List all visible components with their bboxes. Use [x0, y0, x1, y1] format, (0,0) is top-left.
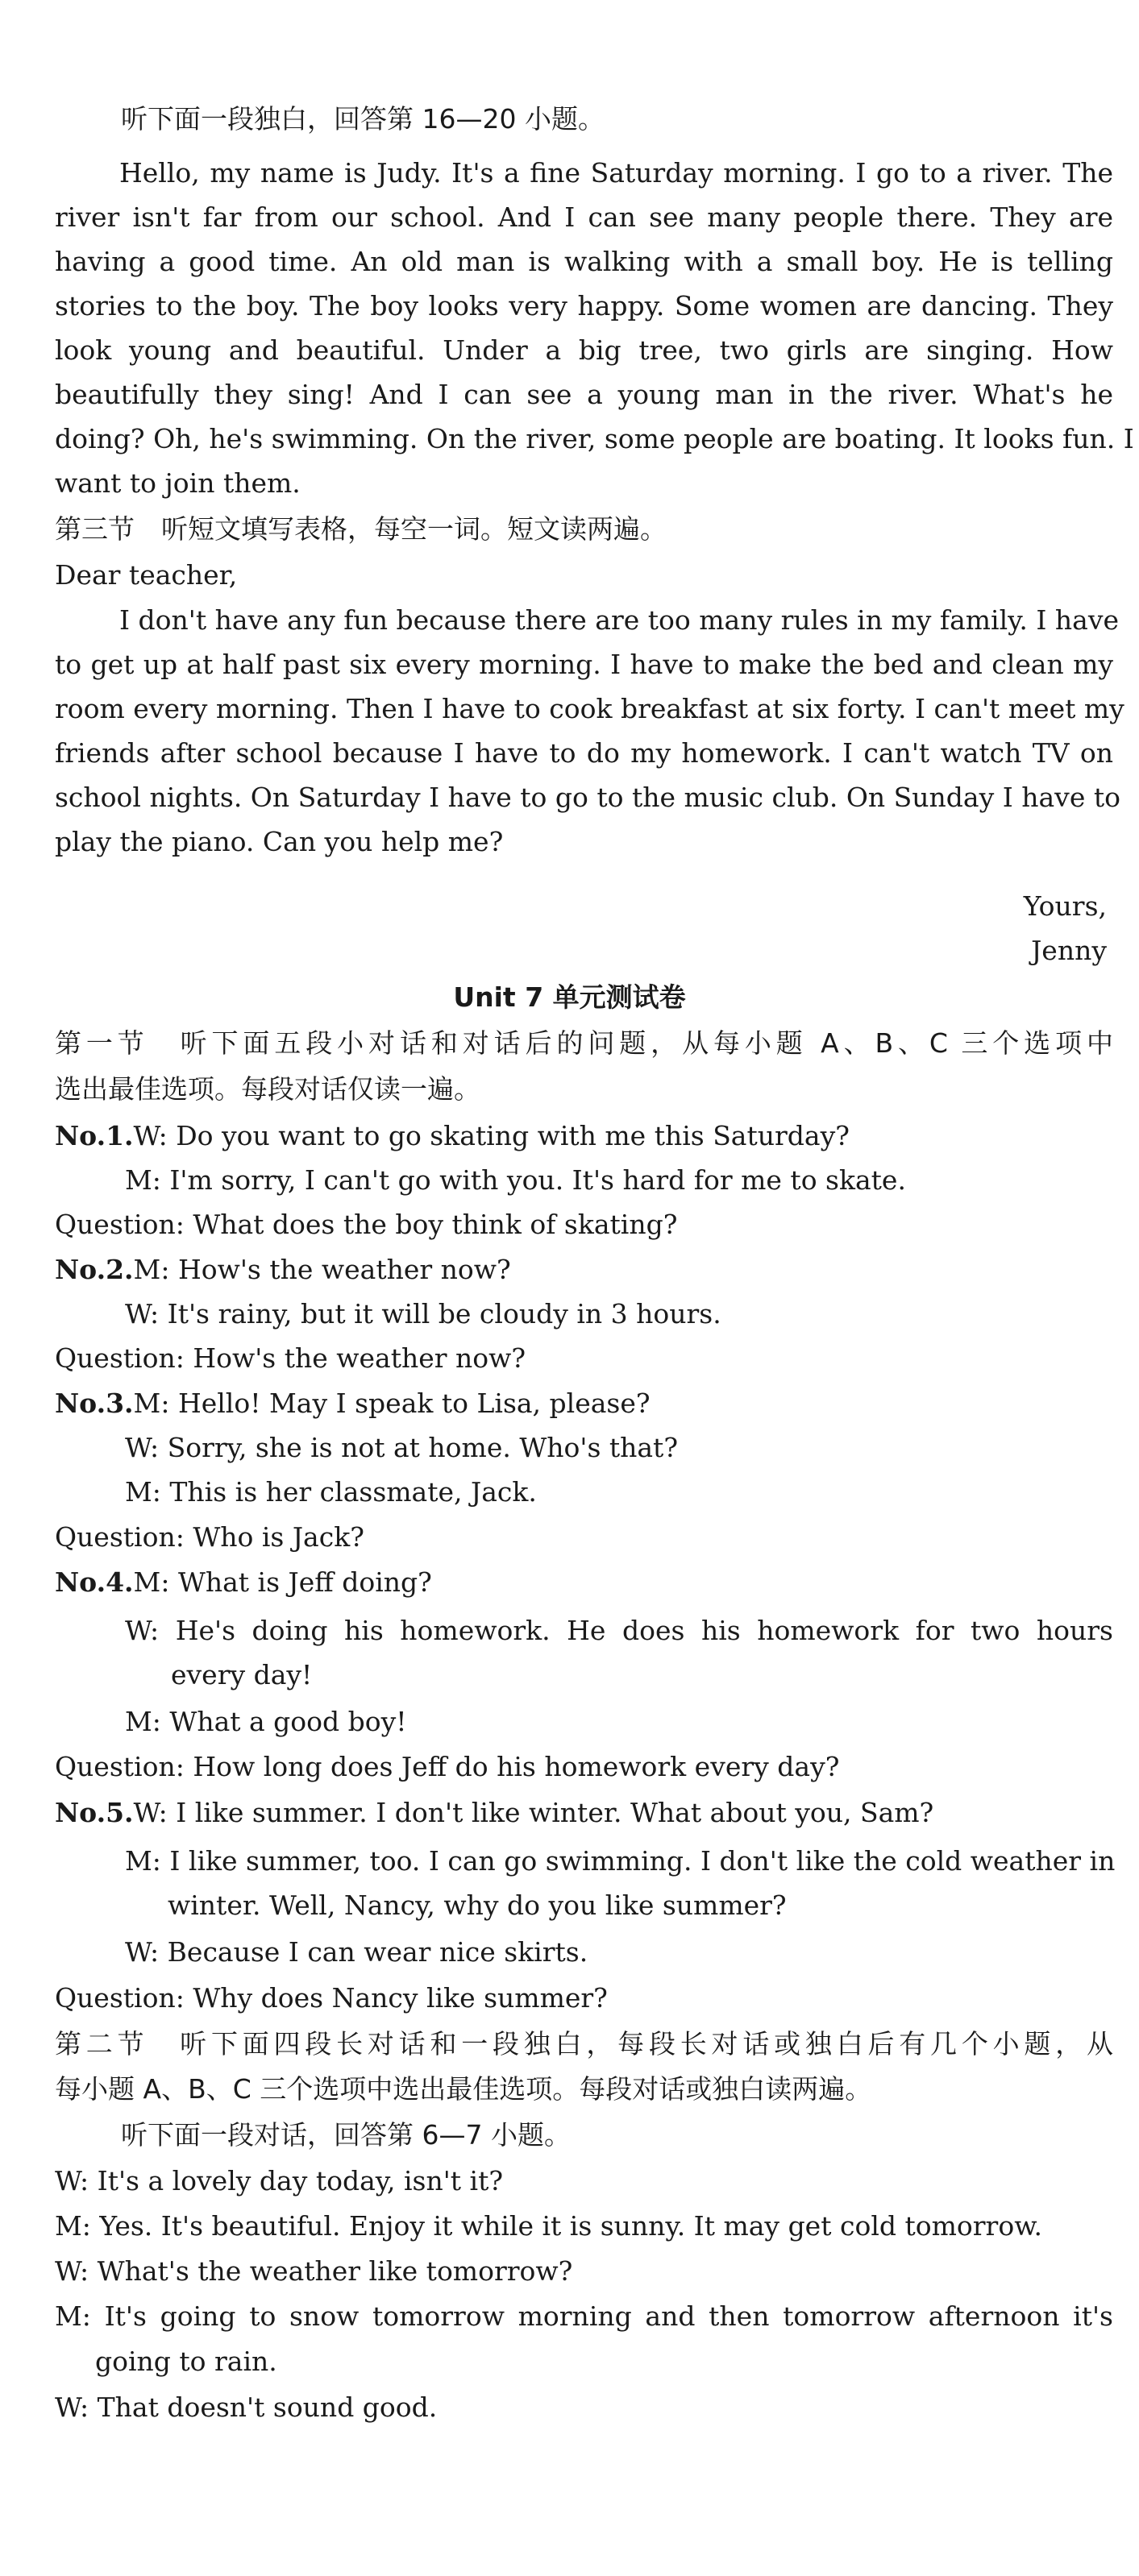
text-line: play the piano. Can you help me?	[55, 826, 504, 857]
section-1-instruction: 选出最佳选项。每段对话仅读一遍。	[55, 1073, 480, 1105]
item-number: No.5.	[55, 1797, 134, 1828]
dialogue-heading: 听下面一段对话，回答第 6—7 小题。	[121, 2119, 571, 2151]
section-2-instruction: 每小题 A、B、C 三个选项中选出最佳选项。每段对话或独白读两遍。	[55, 2073, 872, 2105]
dialogue-line: M: I'm sorry, I can't go with you. It's hard for me to skate.	[125, 1164, 906, 1196]
dialogue-line: W: That doesn't sound good.	[55, 2391, 438, 2423]
monologue-heading: 听下面一段独白，回答第 16—20 小题。	[121, 103, 605, 135]
dialogue-line	[55, 1254, 1139, 1286]
dialogue-line: W: Sorry, she is not at home. Who's that?	[125, 1432, 679, 1463]
dialogue-line: every day!	[171, 1659, 313, 1690]
question-line: Question: Who is Jack?	[55, 1521, 364, 1553]
question-line: Question: How long does Jeff do his homework every day?	[55, 1751, 840, 1782]
letter-signature: Jenny	[1031, 935, 1107, 966]
dialogue-line	[55, 1797, 1139, 1829]
dialogue-line: W: He's doing his homework. He does his homework for two hours	[125, 1615, 1113, 1646]
dialogue-text: M: What is Jeff doing?	[133, 1566, 432, 1598]
text-line: room every morning. Then I have to cook breakfast at six forty. I can't meet my	[55, 693, 1124, 724]
question-line: Question: What does the boy think of skating?	[55, 1209, 678, 1240]
text-line: doing? Oh, he's swimming. On the river, some people are boating. It looks fun. I	[55, 423, 1134, 454]
dialogue-line: M: What a good boy!	[125, 1706, 407, 1737]
section-3-heading: 第三节 听短文填写表格，每空一词。短文读两遍。	[55, 513, 667, 545]
dialogue-line: W: Because I can wear nice skirts.	[125, 1936, 588, 1968]
text-line: Hello, my name is Judy. It's a fine Saturday morning. I go to a river. The	[119, 157, 1113, 189]
item-number: No.2.	[55, 1254, 134, 1285]
dialogue-line: W: It's a lovely day today, isn't it?	[55, 2165, 504, 2196]
dialogue-line	[55, 1566, 1139, 1599]
dialogue-text: W: Do you want to go skating with me this Saturday?	[133, 1120, 850, 1151]
unit-title: Unit 7 单元测试卷	[453, 981, 686, 1013]
letter-closing: Yours,	[1023, 890, 1107, 922]
text-line: river isn't far from our school. And I can see many people there. They are	[55, 201, 1113, 233]
section-2-heading: 第二节 听下面四段长对话和一段独白，每段长对话或独白后有几个小题，从	[55, 2028, 1113, 2060]
text-line: I don't have any fun because there are too many rules in my family. I have	[119, 604, 1120, 636]
dialogue-line: W: It's rainy, but it will be cloudy in 3 hours.	[125, 1298, 721, 1329]
dialogue-line: W: What's the weather like tomorrow?	[55, 2255, 573, 2287]
letter-salutation: Dear teacher,	[55, 559, 238, 591]
dialogue-line	[55, 1120, 1139, 1152]
dialogue-text: M: Hello! May I speak to Lisa, please?	[133, 1388, 651, 1419]
text-line: want to join them.	[55, 467, 301, 499]
text-line: look young and beautiful. Under a big tree, two girls are singing. How	[55, 334, 1113, 366]
text-line: to get up at half past six every morning. I have to make the bed and clean my	[55, 649, 1113, 680]
item-number: No.1.	[55, 1120, 134, 1151]
dialogue-text: W: I like summer. I don't like winter. What about you, Sam?	[133, 1797, 934, 1828]
section-1-heading: 第一节 听下面五段小对话和对话后的问题，从每小题 A、B、C 三个选项中	[55, 1027, 1113, 1059]
text-line: beautifully they sing! And I can see a young man in the river. What's he	[55, 379, 1113, 410]
text-line: having a good time. An old man is walking with a small boy. He is telling	[55, 246, 1113, 277]
dialogue-line	[55, 1388, 1139, 1420]
text-line: friends after school because I have to do my homework. I can't watch TV on	[55, 737, 1113, 769]
question-line: Question: Why does Nancy like summer?	[55, 1982, 608, 2014]
dialogue-line: M: This is her classmate, Jack.	[125, 1476, 537, 1508]
text-line: school nights. On Saturday I have to go to the music club. On Sunday I have to	[55, 782, 1120, 813]
dialogue-line: going to rain.	[95, 2346, 277, 2377]
dialogue-line: M: I like summer, too. I can go swimming. I don't like the cold weather in	[125, 1845, 1116, 1877]
dialogue-line: M: Yes. It's beautiful. Enjoy it while it is sunny. It may get cold tomorrow.	[55, 2210, 1043, 2242]
item-number: No.4.	[55, 1566, 134, 1598]
text-line: stories to the boy. The boy looks very happy. Some women are dancing. They	[55, 290, 1113, 321]
dialogue-text: M: How's the weather now?	[133, 1254, 511, 1285]
item-number: No.3.	[55, 1388, 134, 1419]
dialogue-line: M: It's going to snow tomorrow morning and then tomorrow afternoon it's	[55, 2300, 1113, 2332]
question-line: Question: How's the weather now?	[55, 1342, 526, 1374]
dialogue-line: winter. Well, Nancy, why do you like summer?	[168, 1889, 787, 1921]
